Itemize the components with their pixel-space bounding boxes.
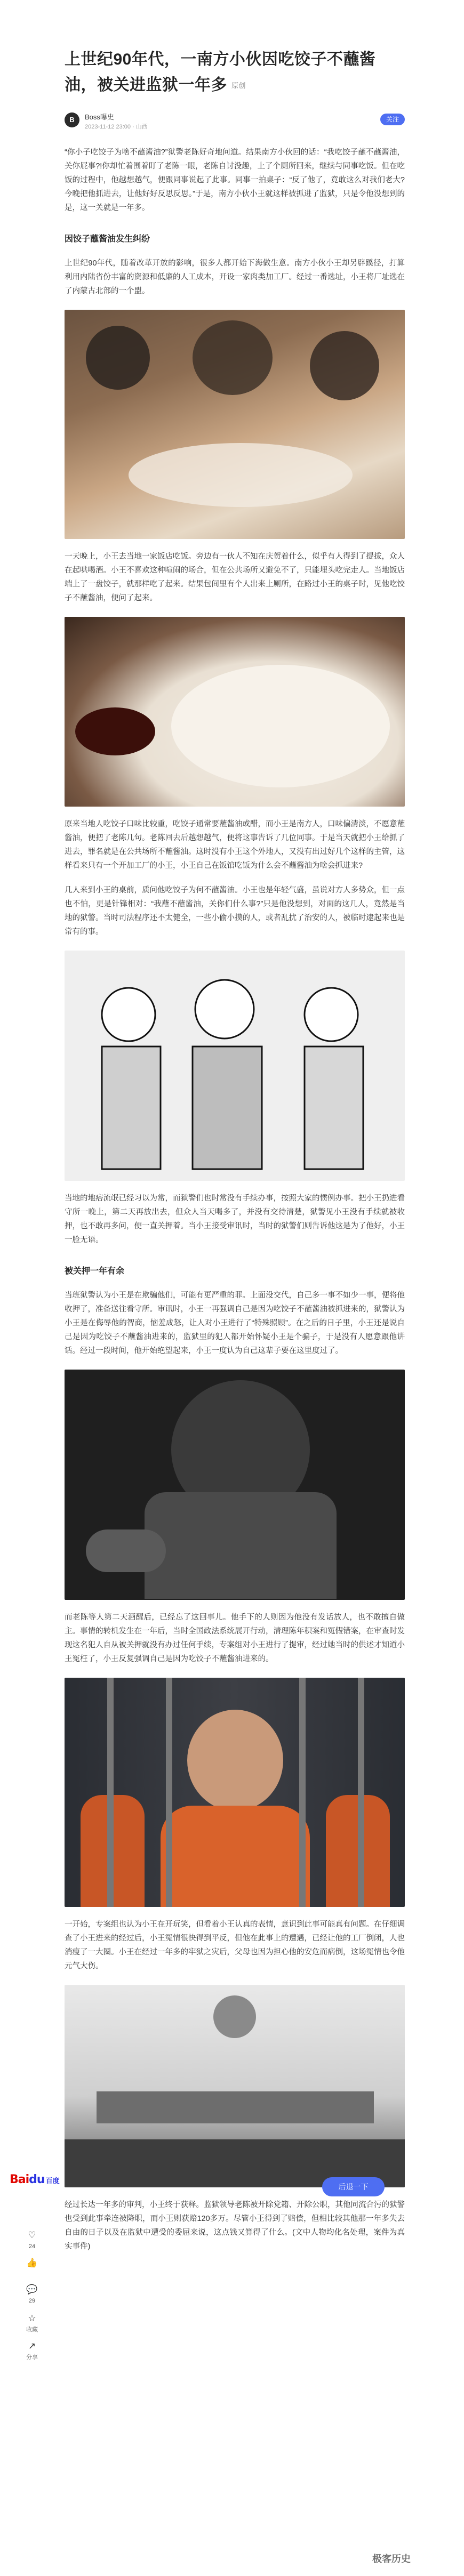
section-heading: 因饺子蘸酱油发生纠纷 <box>65 235 150 244</box>
paragraph: 一天晚上，小王去当地一家饭店吃饭。旁边有一伙人不知在庆贺着什么，似乎有人得到了提拔，众人在起哄喝酒。小王不喜欢这种喧闹的场合，但在公共场所又避免不了，只能埋头吃完走人。当地饭店端上了一盘饺子，就那样吃了起来。结果包间里有个人出来上厕所，在路过小王的桌子时，见他吃饺子不蘸酱油，便问了起来。 <box>65 552 405 603</box>
paragraph: 上世纪90年代，随着改革开放的影响，很多人都开始下海做生意。南方小伙小王却另辟蹊径，打算利用内陆省份丰富的资源和低廉的人工成本，开设一家肉类加工厂。经过一番选址，小王将厂址选在了内蒙古北部的一个盟。 <box>65 259 405 296</box>
heart-icon: ♡ <box>28 2230 36 2240</box>
photo-prisoners-behind-bars <box>65 1678 405 1907</box>
share-tool[interactable]: ↗ 分享 <box>21 2339 43 2362</box>
baidu-logo[interactable]: Baidu 百度 <box>10 2173 60 2186</box>
author-avatar[interactable]: B <box>65 112 79 127</box>
paragraph: 经过长达一年多的审判，小王终于获释。监狱领导老陈被开除党籍、开除公职，其他同流合污的狱警也受到此事牵连被降职，而小王则获赔120多万。尽管小王得到了赔偿，但相比较其他那一年多失去自由的日子以及在监狱中遭受的委屈来说，这点钱又算得了什么。(文中人物均化名处理，案件为真实事件) <box>65 2201 405 2251</box>
cartoon-illustration <box>65 951 405 1181</box>
article-title: 上世纪90年代，一南方小伙因吃饺子不蘸酱油，被关进监狱一年多 原创 <box>65 47 405 99</box>
publish-meta: 2023-11-12 23:00 · 山西 <box>85 124 148 131</box>
comment-icon: 💬 <box>26 2284 38 2295</box>
thumbs-up-icon: 👍 <box>26 2258 38 2268</box>
favorite-tool[interactable]: ☆ 收藏 <box>21 2312 43 2334</box>
paragraph: 当班狱警认为小王是在欺骗他们，可能有更严重的罪。上面没交代，自己多一事不如少一事，便将他收押了，准备送往看守所。审讯时，小王一再强调自己是因为吃饺子不蘸酱油被抓进来的，狱警认为小王是在侮辱他的智商，恼羞成怒，让人对小王进行了“特殊照顾”。在之后的日子里，小王还是说自己是因为吃饺子不蘸酱油进来的，监狱里的犯人都开始怀疑小王是个骗子，于是没有人愿意跟他讲话。经过一段时间，他开始绝望起来，小王一度认为自己这辈子要在这里度过了。 <box>65 1291 405 1356</box>
watermark: 极客历史 <box>372 2554 411 2564</box>
paragraph: 几人来到小王的桌前，质问他吃饺子为何不蘸酱油。小王也是年轻气盛，虽说对方人多势众，但一点也不怕，更是针锋相对：“我蘸不蘸酱油，关你们什么事?”只是他没想到，对面的这几人，竟然是当地的狱警。当时司法程序还不太健全，一些小偷小摸的人，或者乱扰了治安的人，被临时逮起来也是常有的事。 <box>65 886 405 937</box>
read-more-button[interactable]: 后退一下 <box>322 2177 385 2196</box>
like-tool[interactable]: ♡ 24 <box>21 2228 43 2251</box>
paragraph: 当地的地痞流氓已经习以为常，而狱警们也时常没有手续办事，按照大家的惯例办事。把小王扔进看守所一晚上，第二天再放出去，但众人当天喝多了，并没有交待清楚，狱警见小王没有手续就被收押，也不敢再多问，便一直关押着。当小王接受审讯时，当时的狱警们则告诉他这是为了他好，小王一脸无语。 <box>65 1194 405 1245</box>
paragraph: 而老陈等人第二天酒醒后，已经忘了这回事儿。他手下的人则因为他没有发话放人，也不敢擅自做主。事情的转机发生在一年后，当时全国政法系统展开行动，清理陈年积案和冤假错案，在审查时发现这名犯人自从被关押就没有办过任何手续，专案组对小王进行了提审，经过她当时的供述才知道小王冤枉了，小王反复强调自己是因为吃饺子不蘸酱油进来的。 <box>65 1613 405 1664</box>
section-heading: 被关押一年有余 <box>65 1267 125 1276</box>
photo-plate-of-dumplings <box>65 617 405 807</box>
star-icon: ☆ <box>28 2313 36 2323</box>
author-name[interactable]: Boss曝史 <box>85 113 114 122</box>
photo-courtroom <box>65 1985 405 2187</box>
photo-diners-eating-dumplings <box>65 310 405 539</box>
follow-button[interactable]: 关注 <box>380 114 405 125</box>
thumb-tool[interactable] <box>21 2256 43 2270</box>
article <box>65 47 405 2253</box>
original-badge: 原创 <box>231 82 246 90</box>
author-row <box>65 111 405 135</box>
paragraph: 原来当地人吃饺子口味比较重，吃饺子通常要蘸酱油或醋，而小王是南方人，口味偏清淡，不愿意蘸酱油，便把了老陈几句。老陈回去后越想越气，便将这事告诉了几位同事。于是当天就把小王给抓了进去，罪名就是在公共场所不蘸酱油。这时没有小王这个外地人，又没有出过好几个这样的主管，这样看来只有一个开加工厂的小王，小王自己在饭馆吃饭为什么会不蘸酱油为啥会抓进来? <box>65 820 405 871</box>
illustration-confrontation-cartoon <box>65 951 405 1181</box>
paragraph: “你小子吃饺子为啥不蘸酱油?”狱警老陈好奇地问道。结果南方小伙回的话：“我吃饺子蘸不蘸酱油，关你屁事?!你却忙着围着盯了老陈一眼，老陈自讨没趣，上了个厕所回来，继续与同事吃饭。但在吃饭的过程中，他越想越气，便跟同事说起了此事。同事一拍桌子：“反了他了，竟敢这么对我们老大?今晚把他抓进去，让他好好反思反思。”于是，南方小伙小王就这样被抓进了监狱，只是令他没想到的是，这一关就是一年多。 <box>65 148 405 213</box>
share-icon: ↗ <box>28 2341 36 2351</box>
comment-tool[interactable]: 💬 29 <box>21 2283 43 2305</box>
photo-handcuffed-prisoner <box>65 1370 405 1600</box>
paragraph: 一开始，专案组也认为小王在开玩笑，但看着小王认真的表情，意识到此事可能真有问题。在仔细调查了小王进来的经过后，小王冤情很快得到平反，但他在此事上的遭遇，已经让他的工厂倒闭，人也消瘦了一大圈。小王在经过一年多的牢狱之灾后，父母也因为担心他的安危而病倒，这场冤情也令他元气大伤。 <box>65 1920 405 1971</box>
